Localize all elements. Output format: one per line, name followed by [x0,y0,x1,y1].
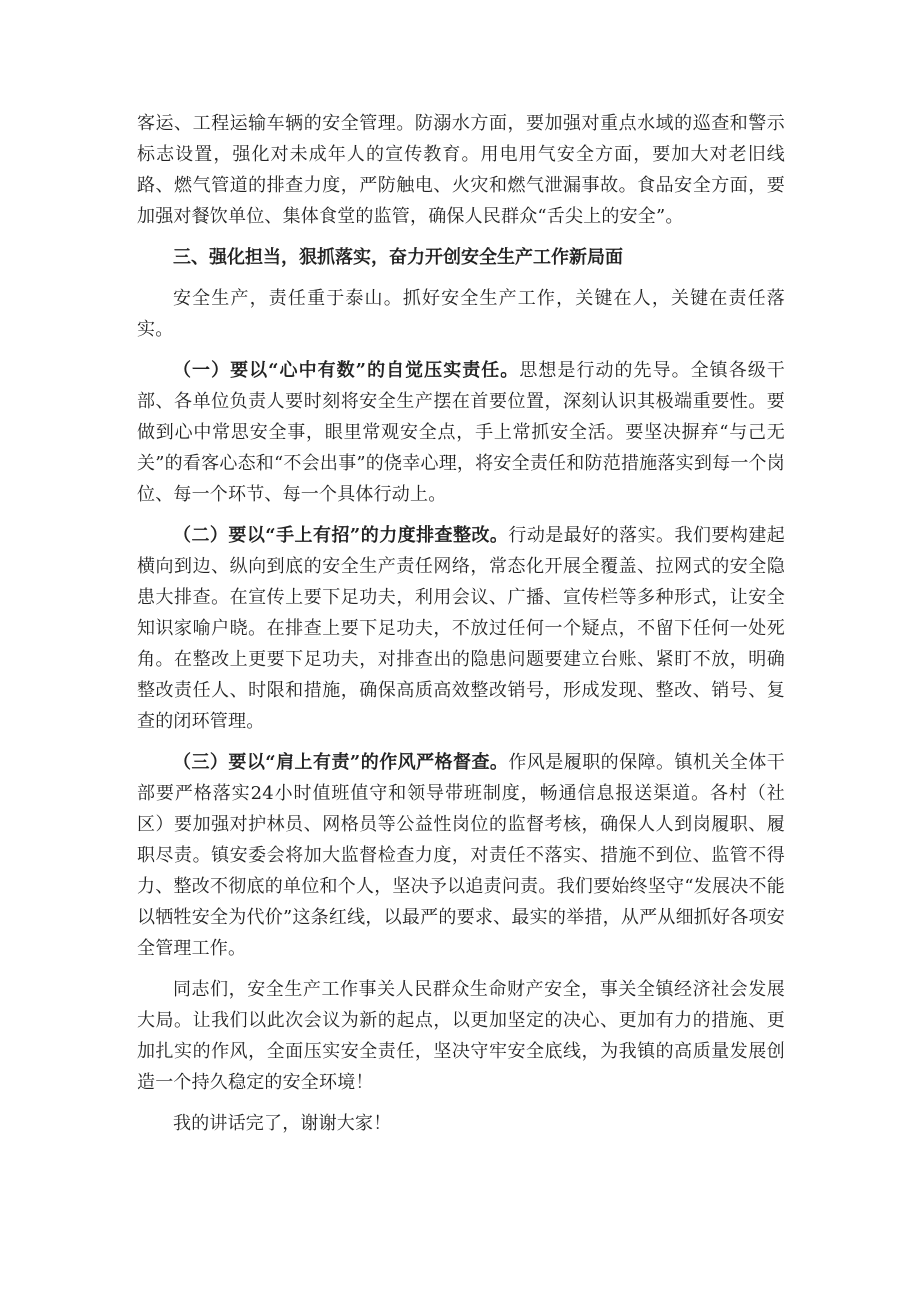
section-heading-three [137,242,785,273]
paragraph-text: 安全生产，责任重于泰山。抓好安全生产工作，关键在人，关键在责任落实。 [137,288,785,340]
paragraph-lead: （一）要以“心中有数”的自觉压实责任。 [173,360,520,381]
paragraph-text: 思想是行动的先导。全镇各级干部、各单位负责人要时刻将安全生产摆在首要位置，深刻认识其极端重要性。要做到心中常思安全事，眼里常观安全点，手上常抓安全活。要坚决摒弃“与己无关”的看客心态和“不会出事”的侥幸心理，将安全责任和防范措施落实到每一个岗位、每一个环节、每一个具体行动上。 [137,360,785,505]
paragraph-point-one [137,355,785,510]
paragraph-text: 我的讲话完了，谢谢大家！ [173,1113,392,1134]
paragraph-point-two [137,520,785,737]
paragraph-text: 作风是履职的保障。镇机关全体干部要严格落实24小时值班值守和领导带班制度，畅通信息报送渠道。各村（社区）要加强对护林员、网格员等公益性岗位的监督考核，确保人人到岗履职、履职尽责。镇安委会将加大监督检查力度，对责任不落实、措施不到位、监管不得力、整改不彻底的单位和个人，坚决予以追责问责。我们要始终坚守“发展决不能以牺牲安全为代价”这条红线，以最严的要求、最实的举措，从严从细抓好各项安全管理工作。 [137,752,785,959]
paragraph-text: 同志们，安全生产工作事关人民群众生命财产安全，事关全镇经济社会发展大局。让我们以此次会议为新的起点，以更加坚定的决心、更加有力的措施、更加扎实的作风，全面压实安全责任，坚决守牢安全底线，为我镇的高质量发展创造一个持久稳定的安全环境！ [137,979,785,1093]
heading-text: 三、强化担当，狠抓落实，奋力开创安全生产工作新局面 [173,247,623,268]
paragraph-conclusion [137,974,785,1098]
paragraph-text: 行动是最好的落实。我们要构建起横向到边、纵向到底的安全生产责任网络，常态化开展全覆盖、拉网式的安全隐患大排查。在宣传上要下足功夫，利用会议、广播、宣传栏等多种形式，让安全知识家喻户晓。在排查上要下足功夫，不放过任何一个疑点，不留下任何一处死角。在整改上更要下足功夫，对排查出的隐患问题要建立台账、紧盯不放，明确整改责任人、时限和措施，确保高质高效整改销号，形成发现、整改、销号、复查的闭环管理。 [137,525,785,732]
paragraph-lead: （二）要以“手上有招”的力度排查整改。 [173,525,509,546]
document-body [137,108,785,1149]
paragraph-closing [137,1108,785,1139]
paragraph-safety-areas [137,108,785,232]
paragraph-responsibility-intro [137,283,785,345]
paragraph-point-three [137,747,785,964]
paragraph-lead: （三）要以“肩上有责”的作风严格督查。 [173,752,509,773]
paragraph-text: 客运、工程运输车辆的安全管理。防溺水方面，要加强对重点水域的巡查和警示标志设置，强化对未成年人的宣传教育。用电用气安全方面，要加大对老旧线路、燃气管道的排查力度，严防触电、火灾和燃气泄漏事故。食品安全方面，要加强对餐饮单位、集体食堂的监管，确保人民群众“舌尖上的安全”。 [137,113,785,227]
